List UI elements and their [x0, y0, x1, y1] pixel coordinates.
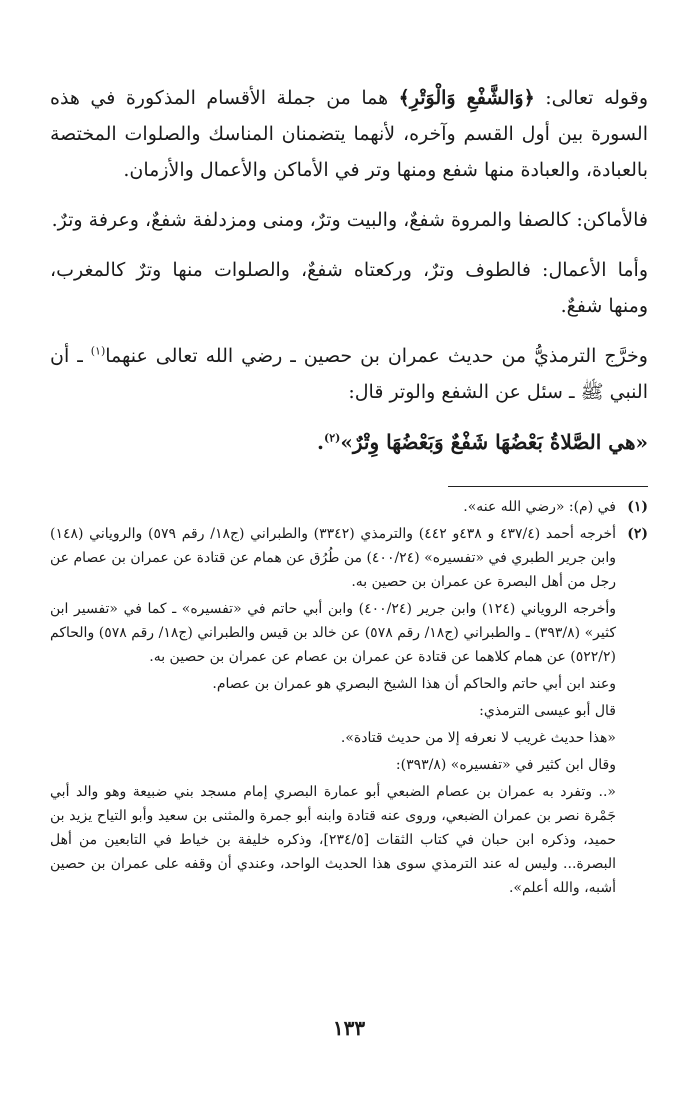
- paragraph-4-b: ـ أن النبي ﷺ ـ سئل عن الشفع والوتر قال:: [50, 345, 648, 403]
- paragraph-3: وأما الأعمال: فالطوف وترٌ، وركعتاه شفعٌ، والصلوات منها وترٌ كالمغرب، ومنها شفعٌ.: [50, 259, 648, 317]
- footnote-ref-2[interactable]: (٢): [324, 431, 341, 445]
- footnote-number: (٢): [627, 526, 648, 542]
- footnote-line: «.. وتفرد به عمران بن عصام الضبعي أبو عمارة البصري إمام مسجد بني ضبيعة وهو والد أبي جَمْرة نصر بن عمران الضبعي، وروى عنه قتادة وابنه أبو جمرة والمثنى بن سعيد وأبو التياح يزيد بن حميد، وذكره ابن حبان في كتاب الثقات [٢٣٤/٥]، وذكره خليفة بن خياط في التابعين من أهل البصرة... وليس له عند الترمذي سوى هذا الحديث الواحد، وعندي أن وقفه على عمران بن حصين أشبه، والله أعلم».: [50, 784, 616, 896]
- footnote-text: في (م): «رضي الله عنه».: [463, 499, 616, 515]
- footnote-line: وعند ابن أبي حاتم والحاكم أن هذا الشيخ البصري هو عمران بن عصام.: [212, 676, 616, 692]
- paragraph-1-intro: وقوله تعالى:: [534, 87, 648, 109]
- paragraph-1: [50, 80, 648, 188]
- paragraph-1-rest: هما من جملة الأقسام المذكورة في هذه السورة بين أول القسم وآخره، لأنهما يتضمنان المناسك والصلوات المختصة بالعبادة، والعبادة منها شفع ومنها وتر في الأماكن والأعمال والأزمان.: [50, 87, 648, 181]
- footnotes: [50, 495, 648, 903]
- paragraph-4: [50, 338, 648, 410]
- paragraph-2: فالأماكن: كالصفا والمروة شفعٌ، والبيت وترٌ، ومنى ومزدلفة شفعٌ، وعرفة وترٌ.: [51, 209, 648, 231]
- book-page: [50, 80, 648, 903]
- footnote-line: وأخرجه الروياني (١٢٤) وابن جرير (٤٠٠/٢٤) وابن أبي حاتم في «تفسيره» ـ كما في «تفسير ابن كثير» (٣٩٣/٨) ـ والطبراني (ج١٨/ رقم ٥٧٨) عن خالد بن قيس والطبراني (ج١٨/ رقم ٥٧٨) والحاكم (٥٢٢/٢) عن همام كلاهما عن قتادة عن عمران بن عصام عن عمران بن حصين به.: [50, 601, 617, 665]
- hadith-quote: «هي الصَّلاةُ بَعْضُهَا شَفْعٌ وَبَعْضُهَا وِتْرٌ»: [340, 430, 648, 454]
- footnote-number: (١): [627, 499, 648, 515]
- main-text: [50, 80, 648, 460]
- hadith-text: [50, 424, 648, 460]
- page-number: ١٣٣: [332, 1016, 366, 1040]
- hadith-end: .: [317, 430, 325, 454]
- footnote-line: «هذا حديث غريب لا نعرفه إلا من حديث قتادة».: [340, 730, 616, 746]
- footnote-line: قال أبو عيسى الترمذي:: [479, 703, 616, 719]
- footnote-line: وقال ابن كثير في «تفسيره» (٣٩٣/٨):: [395, 757, 616, 773]
- footnote-ref-1[interactable]: (١): [90, 344, 106, 358]
- footnote-line: أخرجه أحمد (٤٣٧/٤ و ٤٣٨و ٤٤٢) والترمذي (٣٣٤٢) والطبراني (ج١٨/ رقم ٥٧٩) والروياني (١٤٨) وابن جرير الطبري في «تفسيره» (٤٠٠/٢٤) من طُرُق عن همام عن قتادة عن عمران بن عصام عن رجل من أهل البصرة عن عمران بن حصين به.: [50, 526, 617, 590]
- footnote-2: [50, 522, 648, 903]
- footnote-1: [50, 495, 648, 522]
- footnote-divider: [448, 486, 648, 487]
- quran-verse: ﴿وَالشَّفْعِ وَالْوَتْرِ﴾: [398, 87, 535, 109]
- paragraph-4-a: وخرَّج الترمذيُّ من حديث عمران بن حصين ـ رضي الله تعالى عنهما: [105, 345, 648, 367]
